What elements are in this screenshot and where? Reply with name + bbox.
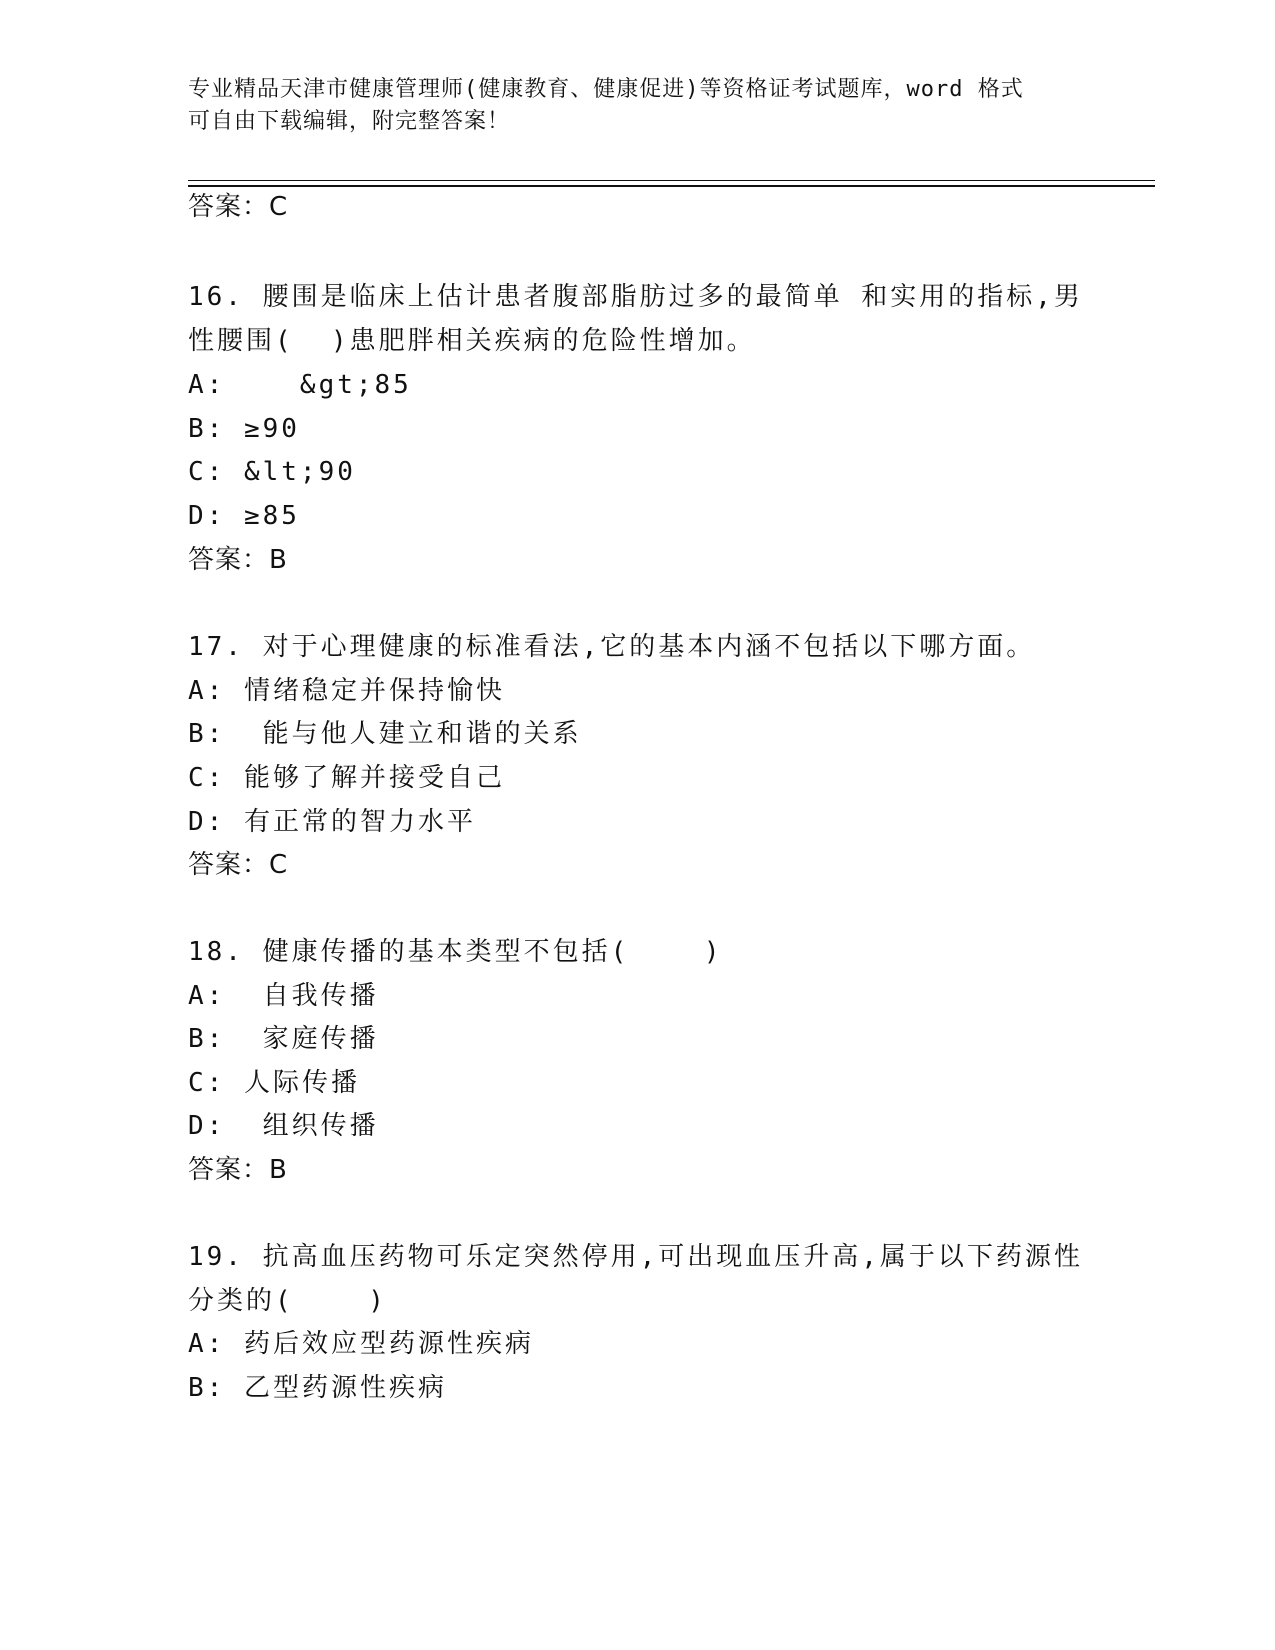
header-line-1: 专业精品天津市健康管理师(健康教育、健康促进)等资格证考试题库，word 格式 [188,77,1024,102]
question-16-answer: 答案：B [188,545,288,575]
question-18-answer: 答案：B [188,1155,288,1185]
question-18-option-d: D: 组织传播 [188,1111,379,1141]
question-17-option-d: D: 有正常的智力水平 [188,807,476,837]
question-16-option-a: A: &gt;85 [188,370,412,400]
answer-line: 答案：C [188,192,289,222]
header-line-2: 可自由下载编辑，附完整答案！ [188,109,511,134]
question-18-option-b: B: 家庭传播 [188,1024,379,1054]
question-16-stem-1: 16. 腰围是临床上估计患者腹部脂肪过多的最简单 和实用的指标,男 [188,282,1083,312]
question-19-option-b: B: 乙型药源性疾病 [188,1373,447,1403]
question-17-option-b: B: 能与他人建立和谐的关系 [188,719,582,749]
question-16-option-d: D: ≥85 [188,501,300,531]
question-19-option-a: A: 药后效应型药源性疾病 [188,1329,534,1359]
question-18-stem-1: 18. 健康传播的基本类型不包括( ) [188,937,723,967]
question-16-option-c: C: &lt;90 [188,457,356,487]
header-divider-thick [188,185,1155,187]
question-17-option-a: A: 情绪稳定并保持愉快 [188,676,505,706]
question-17-stem-1: 17. 对于心理健康的标准看法,它的基本内涵不包括以下哪方面。 [188,632,1036,662]
question-19-stem-2: 分类的( ) [188,1286,387,1316]
question-19-stem-1: 19. 抗高血压药物可乐定突然停用,可出现血压升高,属于以下药源性 [188,1242,1083,1272]
question-17-option-c: C: 能够了解并接受自己 [188,763,505,793]
document-header [188,74,1068,138]
question-18-option-a: A: 自我传播 [188,981,379,1011]
question-16-stem-2: 性腰围( )患肥胖相关疾病的危险性增加。 [188,326,756,356]
question-18-option-c: C: 人际传播 [188,1068,360,1098]
header-divider-thin [188,180,1155,181]
question-17-answer: 答案：C [188,850,289,880]
question-16-option-b: B: ≥90 [188,414,300,444]
